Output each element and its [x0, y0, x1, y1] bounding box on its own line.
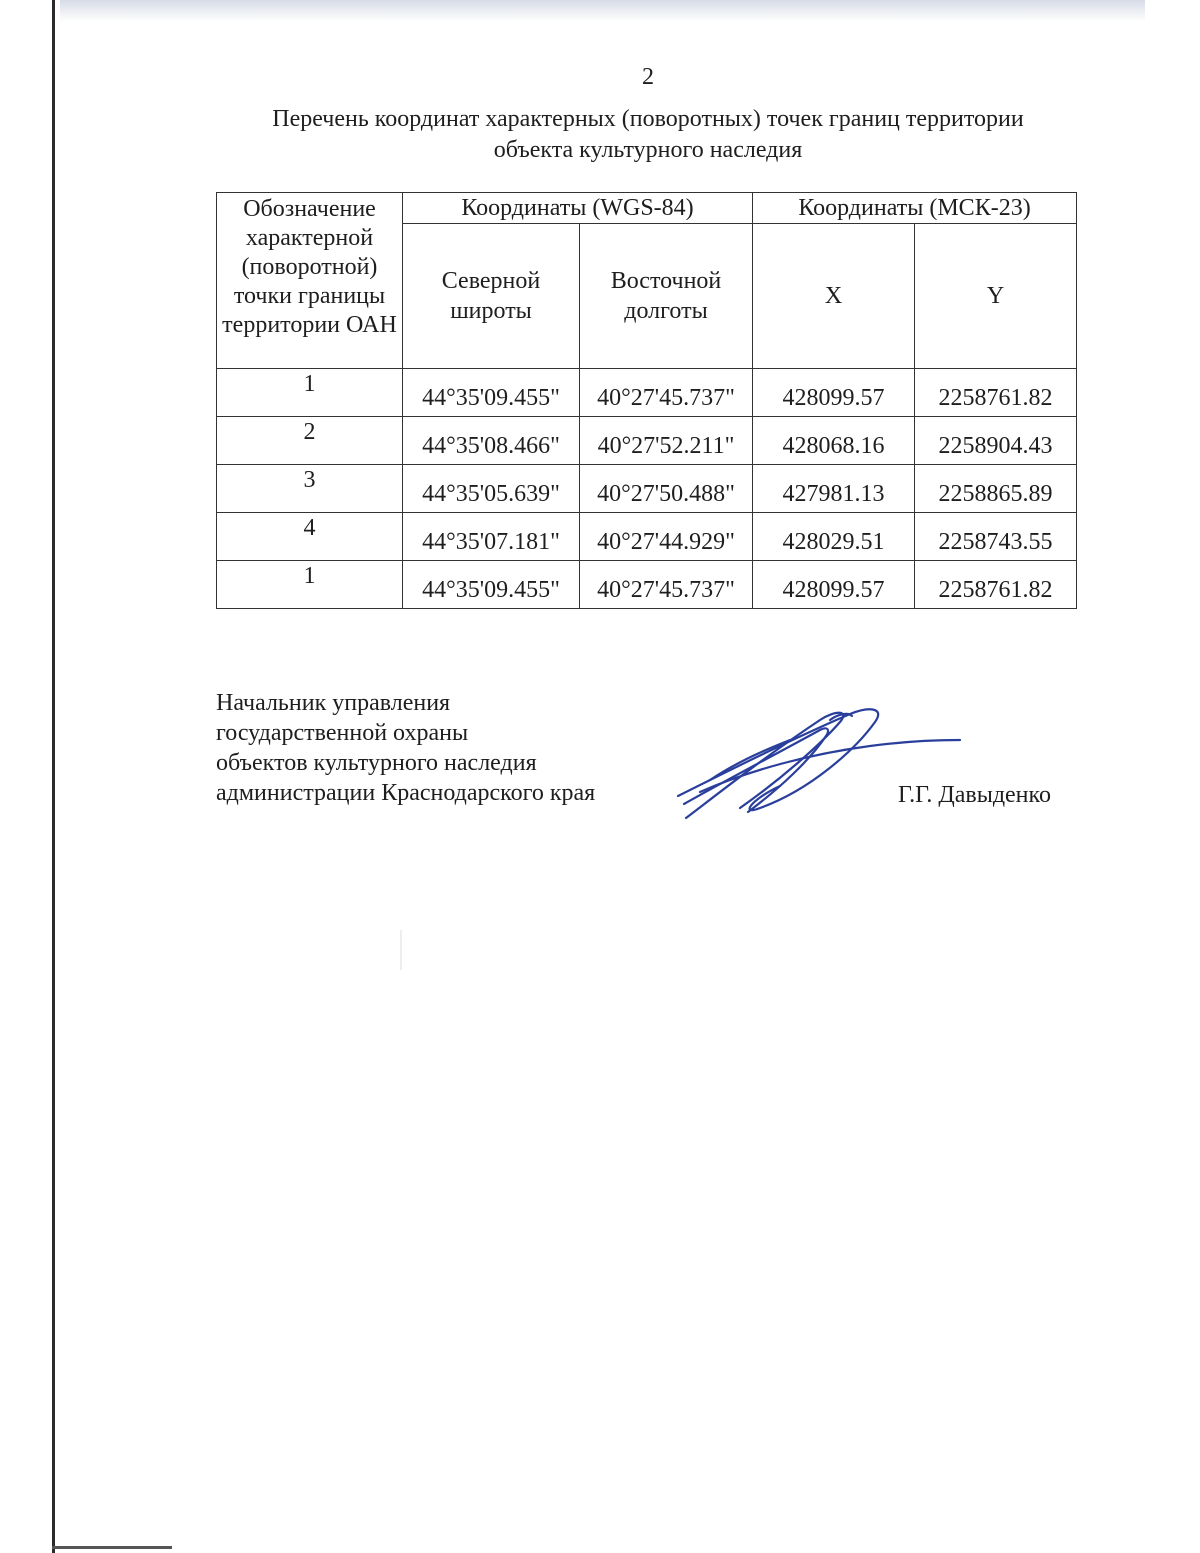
signer-position-line-2: государственной охраны: [216, 720, 469, 746]
scan-left-edge: [52, 0, 55, 1553]
cell-x: 428068.16: [753, 417, 915, 465]
coordinates-table: [216, 192, 1077, 609]
scan-top-edge: [60, 0, 1145, 22]
cell-y: 2258743.55: [915, 513, 1077, 561]
table-row: [217, 513, 1077, 561]
table-row: [217, 465, 1077, 513]
cell-latitude: 44°35'05.639": [403, 465, 580, 513]
cell-point: 2: [217, 417, 403, 465]
header-x: X: [753, 224, 915, 369]
cell-longitude: 40°27'50.488": [580, 465, 753, 513]
cell-y: 2258904.43: [915, 417, 1077, 465]
cell-point: 4: [217, 513, 403, 561]
cell-latitude: 44°35'08.466": [403, 417, 580, 465]
signer-position: [216, 688, 595, 808]
handwritten-signature: [670, 700, 970, 830]
document-title-line-2: объекта культурного наследия: [493, 137, 803, 163]
table-row: [217, 561, 1077, 609]
page-number: 2: [642, 64, 654, 90]
cell-latitude: 44°35'07.181": [403, 513, 580, 561]
cell-x: 428029.51: [753, 513, 915, 561]
cell-x: 428099.57: [753, 369, 915, 417]
signer-position-line-1: Начальник управления: [216, 690, 451, 716]
cell-x: 428099.57: [753, 561, 915, 609]
table-row: [217, 369, 1077, 417]
table-row: [217, 417, 1077, 465]
header-point-designation: Обозначение характерной (поворотной) точки границы территории ОАН: [217, 193, 403, 369]
signer-name: Г.Г. Давыденко: [898, 782, 1051, 808]
cell-x: 427981.13: [753, 465, 915, 513]
cell-y: 2258761.82: [915, 561, 1077, 609]
header-y: Y: [915, 224, 1077, 369]
cell-longitude: 40°27'52.211": [580, 417, 753, 465]
header-north-latitude-label: Северной широты: [441, 268, 541, 324]
document-title-line-1: Перечень координат характерных (поворотных) точек границ территории: [272, 106, 1024, 132]
cell-y: 2258761.82: [915, 369, 1077, 417]
signer-position-line-3: объектов культурного наследия: [216, 750, 537, 776]
scan-bottom-edge: [52, 1546, 172, 1549]
header-group-msk23: Координаты (МСК-23): [753, 193, 1077, 224]
scan-artifact: [400, 930, 402, 970]
header-group-wgs84: Координаты (WGS-84): [403, 193, 753, 224]
signer-position-line-4: администрации Краснодарского края: [216, 780, 596, 806]
header-north-latitude: [403, 224, 580, 369]
cell-longitude: 40°27'45.737": [580, 369, 753, 417]
cell-longitude: 40°27'45.737": [580, 561, 753, 609]
document-title: [218, 104, 1078, 166]
cell-longitude: 40°27'44.929": [580, 513, 753, 561]
cell-point: 1: [217, 561, 403, 609]
cell-point: 3: [217, 465, 403, 513]
cell-latitude: 44°35'09.455": [403, 561, 580, 609]
cell-y: 2258865.89: [915, 465, 1077, 513]
header-east-longitude-label: Восточной долготы: [610, 268, 722, 324]
table-header-row-1: [217, 193, 1077, 224]
header-east-longitude: [580, 224, 753, 369]
cell-point: 1: [217, 369, 403, 417]
cell-latitude: 44°35'09.455": [403, 369, 580, 417]
